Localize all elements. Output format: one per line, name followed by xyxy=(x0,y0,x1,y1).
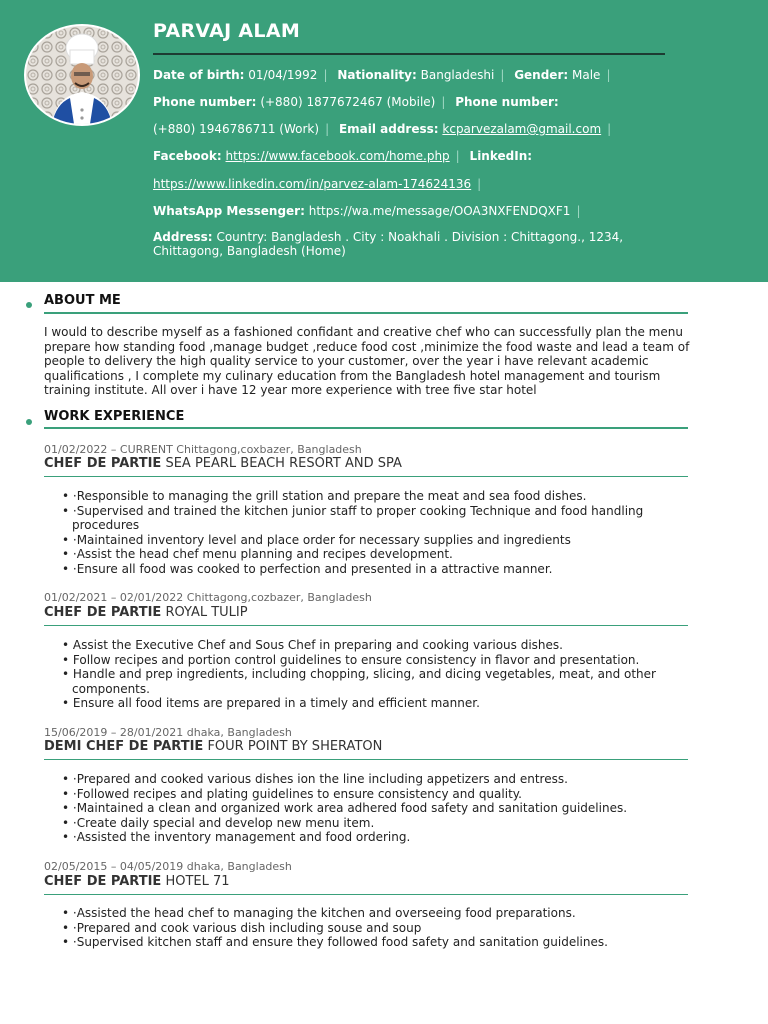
list-item: • Ensure all food items are prepared in a timely and efficient manner. xyxy=(62,696,480,711)
personal-info-row-1 xyxy=(153,68,753,82)
facebook-link[interactable]: https://www.facebook.com/home.php xyxy=(225,149,450,163)
address-label: Address: xyxy=(153,230,213,244)
job-bullets xyxy=(62,638,682,711)
facebook-label: Facebook: xyxy=(153,149,222,163)
about-line: training institute. All over i have 12 year more experience with tree five star hotel xyxy=(44,383,537,398)
list-item: • ·Prepared and cooked various dishes ion the line including appetizers and entress. xyxy=(62,772,568,786)
job-date: 15/06/2019 – 28/01/2021 dhaka, Bangladesh xyxy=(44,726,292,739)
list-item: • ·Responsible to managing the grill station and prepare the meat and sea food dishes. xyxy=(62,489,587,503)
profile-photo xyxy=(24,24,140,126)
list-item: • ·Assisted the inventory management and food ordering. xyxy=(62,830,411,845)
section-bullet-icon xyxy=(26,302,32,308)
list-item: • ·Maintained a clean and organized work area adhered food safety and sanitation guidelines. xyxy=(62,801,628,816)
whatsapp-value: https://wa.me/message/OOA3NXFENDQXF1 xyxy=(308,204,571,218)
job-employer: FOUR POINT BY SHERATON xyxy=(207,739,383,754)
separator: | xyxy=(455,149,460,163)
list-item: • ·Assist the head chef menu planning and recipes development. xyxy=(62,547,453,562)
separator: | xyxy=(323,68,328,82)
whatsapp-label: WhatsApp Messenger: xyxy=(153,204,305,218)
separator: | xyxy=(477,177,482,191)
list-item: • ·Maintained inventory level and place order for necessary supplies and ingredients xyxy=(62,532,571,547)
name-divider xyxy=(153,53,665,55)
phone-mobile-value: (+880) 1877672467 (Mobile) xyxy=(260,95,436,109)
separator: | xyxy=(325,122,330,136)
job-date: 01/02/2021 – 02/01/2022 Chittagong,cozbazer, Bangladesh xyxy=(44,591,372,604)
about-text xyxy=(44,325,694,398)
list-item: procedures xyxy=(72,518,140,533)
job-employer: HOTEL 71 xyxy=(165,874,230,889)
list-item: • ·Ensure all food was cooked to perfection and presented in a attractive manner. xyxy=(62,561,553,576)
job-divider xyxy=(44,894,688,895)
list-item: • Assist the Executive Chef and Sous Chef in preparing and cooking various dishes. xyxy=(62,638,563,652)
chef-portrait-icon xyxy=(26,26,138,124)
job-divider xyxy=(44,625,688,626)
list-item: • Follow recipes and portion control guidelines to ensure consistency in flavor and presentation. xyxy=(62,652,640,667)
gender-value: Male xyxy=(572,68,601,82)
header-banner xyxy=(0,0,768,282)
about-title: ABOUT ME xyxy=(44,293,121,308)
work-title: WORK EXPERIENCE xyxy=(44,409,185,424)
personal-info-row-4 xyxy=(153,149,753,163)
email-link[interactable]: kcparvezalam@gmail.com xyxy=(442,122,602,136)
job-title xyxy=(44,874,230,889)
job-employer: ROYAL TULIP xyxy=(165,605,248,620)
job-date: 01/02/2022 – CURRENT Chittagong,coxbazer, Bangladesh xyxy=(44,443,362,456)
job-divider xyxy=(44,759,688,760)
about-divider xyxy=(44,312,688,314)
dob-label: Date of birth: xyxy=(153,68,245,82)
list-item: • Handle and prep ingredients, including chopping, slicing, and dicing vegetables, meat, and other xyxy=(62,667,656,682)
separator: | xyxy=(576,204,581,218)
job-role: DEMI CHEF DE PARTIE xyxy=(44,739,204,754)
job-bullets xyxy=(62,906,682,950)
personal-info-row-5 xyxy=(153,177,753,191)
list-item: • ·Create daily special and develop new menu item. xyxy=(62,815,375,830)
section-bullet-icon xyxy=(26,419,32,425)
job-role: CHEF DE PARTIE xyxy=(44,456,162,471)
separator: | xyxy=(607,122,612,136)
personal-info-row-3 xyxy=(153,122,753,136)
job-title xyxy=(44,739,382,754)
about-line: qualifications , I complete my culinary education from the Bangladesh hotel management and tourism xyxy=(44,368,661,383)
nationality-value: Bangladeshi xyxy=(420,68,495,82)
job-role: CHEF DE PARTIE xyxy=(44,874,162,889)
address-line-1: Country: Bangladesh . City : Noakhali . Division : Chittagong., 1234, xyxy=(216,230,624,244)
job-title xyxy=(44,456,402,471)
phone-work-label: Phone number: xyxy=(455,95,559,109)
about-line: I would to describe myself as a fashioned confidant and creative chef who can successfully plan the menu xyxy=(44,325,683,339)
linkedin-label: LinkedIn: xyxy=(469,149,533,163)
address-line-2: Chittagong, Bangladesh (Home) xyxy=(153,244,346,258)
dob-value: 01/04/1992 xyxy=(248,68,318,82)
separator: | xyxy=(500,68,505,82)
list-item: • ·Followed recipes and plating guidelines to ensure consistency and quality. xyxy=(62,786,522,801)
list-item: • ·Prepared and cook various dish including souse and soup xyxy=(62,920,422,935)
job-divider xyxy=(44,476,688,477)
job-bullets xyxy=(62,772,682,845)
personal-info-row-2 xyxy=(153,95,753,109)
linkedin-link[interactable]: https://www.linkedin.com/in/parvez-alam-174624136 xyxy=(153,177,472,191)
list-item: components. xyxy=(72,681,150,696)
job-date: 02/05/2015 – 04/05/2019 dhaka, Bangladesh xyxy=(44,860,292,873)
job-employer: SEA PEARL BEACH RESORT AND SPA xyxy=(165,456,402,471)
work-divider xyxy=(44,427,688,429)
separator: | xyxy=(606,68,611,82)
job-role: CHEF DE PARTIE xyxy=(44,605,162,620)
list-item: • ·Assisted the head chef to managing the kitchen and overseeing food preparations. xyxy=(62,906,576,920)
list-item: • ·Supervised kitchen staff and ensure they followed food safety and sanitation guidelines. xyxy=(62,935,608,950)
about-line: people to delivery the high quality service to your customer, over the year i have relevant academic xyxy=(44,354,649,369)
gender-label: Gender: xyxy=(514,68,569,82)
nationality-label: Nationality: xyxy=(337,68,417,82)
about-line: prepare how standing food ,manage budget ,reduce food cost ,minimize the food waste and lead a team of xyxy=(44,339,690,354)
job-bullets xyxy=(62,489,682,577)
email-label: Email address: xyxy=(338,122,439,136)
personal-info-row-6 xyxy=(153,204,753,218)
separator: | xyxy=(441,95,446,109)
job-title xyxy=(44,605,248,620)
phone-work-value: (+880) 1946786711 (Work) xyxy=(153,122,320,136)
phone-label: Phone number: xyxy=(153,95,257,109)
list-item: • ·Supervised and trained the kitchen junior staff to proper cooking Technique and food handling xyxy=(62,503,644,518)
address-block xyxy=(153,230,753,258)
candidate-name: PARVAJ ALAM xyxy=(153,20,301,42)
